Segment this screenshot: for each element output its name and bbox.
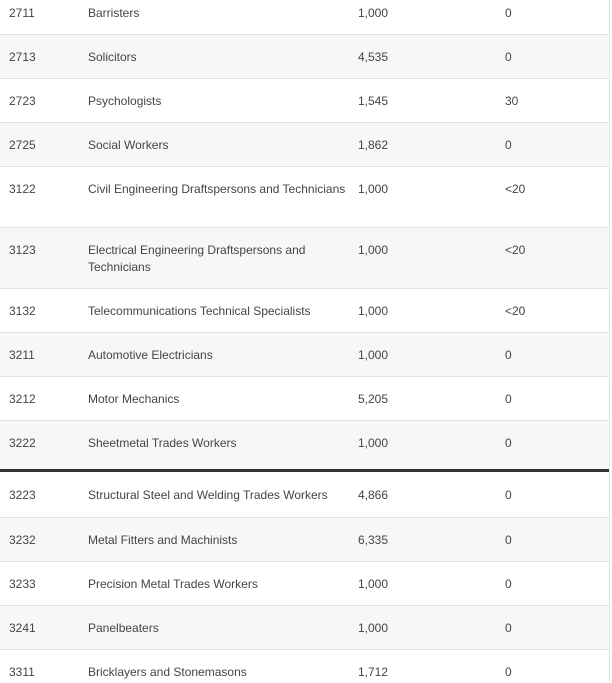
occupation-number: 1,000 [358,6,389,20]
occupation-name: Bricklayers and Stonemasons [88,665,247,679]
occupation-number: 1,000 [358,348,389,362]
table-row [0,606,609,650]
occupation-value: 0 [505,6,512,20]
occupation-value: 0 [505,348,512,362]
occupation-value: <20 [505,304,526,318]
occupation-name: Civil Engineering Draftspersons and Technicians [88,182,346,196]
occupation-value: 0 [505,138,512,152]
occupation-value: 0 [505,392,512,406]
occupation-name: Psychologists [88,94,162,108]
occupation-name: Social Workers [88,138,169,152]
occupation-code: 2723 [9,94,36,108]
occupation-code: 3222 [9,436,36,450]
occupation-number: 4,535 [358,50,389,64]
occupation-name: Panelbeaters [88,621,159,635]
occupation-number: 5,205 [358,392,389,406]
occupation-value: <20 [505,243,526,257]
occupation-number: 1,862 [358,138,389,152]
table-row [0,228,609,289]
table-row [0,79,609,123]
occupation-code: 2725 [9,138,36,152]
occupation-code: 3122 [9,182,36,196]
occupation-code: 3132 [9,304,36,318]
occupation-code: 3241 [9,621,36,635]
table-row [0,35,609,79]
occupation-name: Metal Fitters and Machinists [88,533,238,547]
occupation-name: Structural Steel and Welding Trades Workers [88,488,328,502]
occupation-value: 0 [505,436,512,450]
occupation-value: 0 [505,577,512,591]
occupation-value: 0 [505,488,512,502]
occupation-name: Electrical Engineering Draftspersons and Technicians [88,243,306,274]
table-row [0,333,609,377]
occupation-number: 1,000 [358,577,389,591]
occupation-value: 30 [505,94,519,108]
occupation-number: 1,545 [358,94,389,108]
occupation-code: 2711 [9,6,35,20]
table-row [0,289,609,333]
occupation-value: 0 [505,621,512,635]
table-row [0,518,609,562]
occupation-name: Motor Mechanics [88,392,180,406]
occupation-value: <20 [505,182,526,196]
occupation-name: Precision Metal Trades Workers [88,577,258,591]
occupation-value: 0 [505,533,512,547]
occupation-name: Sheetmetal Trades Workers [88,436,237,450]
table-row [0,167,609,228]
occupation-code: 3211 [9,348,35,362]
table-row [0,377,609,421]
occupation-number: 1,000 [358,436,389,450]
occupation-name: Telecommunications Technical Specialists [88,304,311,318]
occupation-number: 1,712 [358,665,389,679]
occupation-name: Solicitors [88,50,137,64]
table-row [0,123,609,167]
table-row [0,472,609,518]
occupation-number: 4,866 [358,488,389,502]
occupation-code: 3123 [9,243,36,257]
occupation-value: 0 [505,665,512,679]
occupation-number: 1,000 [358,621,389,635]
table-row [0,0,609,35]
table-row [0,421,609,472]
occupation-code: 3232 [9,533,36,547]
occupation-number: 1,000 [358,182,389,196]
table-row [0,650,609,683]
occupation-name: Automotive Electricians [88,348,213,362]
occupation-number: 1,000 [358,304,389,318]
occupation-code: 2713 [9,50,36,64]
occupation-name: Barristers [88,6,140,20]
occupation-code: 3223 [9,488,36,502]
occupation-number: 6,335 [358,533,389,547]
occupation-code: 3212 [9,392,36,406]
occupation-code: 3233 [9,577,36,591]
occupation-value: 0 [505,50,512,64]
occupation-number: 1,000 [358,243,389,257]
table-row [0,562,609,606]
occupation-code: 3311 [9,665,35,679]
